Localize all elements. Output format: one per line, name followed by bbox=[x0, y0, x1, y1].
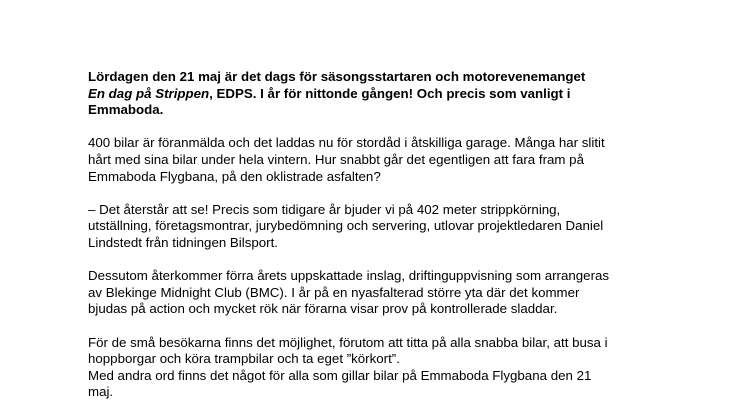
press-release-body bbox=[88, 69, 688, 417]
event-name: En dag på Strippen bbox=[88, 85, 210, 101]
paragraph-quote bbox=[88, 202, 688, 252]
text-line: 400 bilar är föranmälda och det laddas nu för stordåd i åtskilliga garage. Många har slitit bbox=[88, 135, 605, 151]
paragraph-registrations bbox=[88, 135, 688, 185]
lead-line-3: Emmaboda. bbox=[88, 102, 164, 118]
paragraph-kids bbox=[88, 335, 688, 401]
text-line: Lindstedt från tidningen Bilsport. bbox=[88, 234, 278, 250]
text-line: Dessutom återkommer förra årets uppskattade inslag, driftinguppvisning som arrangeras bbox=[88, 268, 610, 284]
text-line: maj. bbox=[88, 384, 114, 400]
lead-line-2 bbox=[88, 86, 688, 103]
text-line: av Blekinge Midnight Club (BMC). I år på en nyasfalterad större yta där det kommer bbox=[88, 284, 580, 300]
text-line: hoppborgar och köra trampbilar och ta eget ”körkort”. bbox=[88, 351, 400, 367]
lead-line-1: Lördagen den 21 maj är det dags för säsongsstartaren och motorevenemanget bbox=[88, 69, 586, 84]
text-line: – Det återstår att se! Precis som tidigare år bjuder vi på 402 meter strippkörning, bbox=[88, 201, 561, 217]
text-line: För de små besökarna finns det möjlighet, förutom att titta på alla snabba bilar, att busa i bbox=[88, 334, 608, 350]
lead-line-2-rest: , EDPS. I år för nittonde gången! Och precis som vanligt i bbox=[209, 85, 571, 101]
text-line: bjudas på action och mycket rök när förarna visar prov på kontrollerade sladdar. bbox=[88, 301, 558, 317]
text-line: Med andra ord finns det något för alla som gillar bilar på Emmaboda Flygbana den 21 bbox=[88, 367, 592, 383]
text-line: Emmaboda Flygbana, på den oklistrade asfalten? bbox=[88, 168, 381, 184]
lead-paragraph bbox=[88, 69, 688, 119]
text-line: hårt med sina bilar under hela vintern. Hur snabbt går det egentligen att fara fram på bbox=[88, 151, 584, 167]
text-line: utställning, företagsmontrar, jurybedömning och servering, utlovar projektledaren Daniel bbox=[88, 218, 604, 234]
paragraph-drifting bbox=[88, 268, 688, 318]
